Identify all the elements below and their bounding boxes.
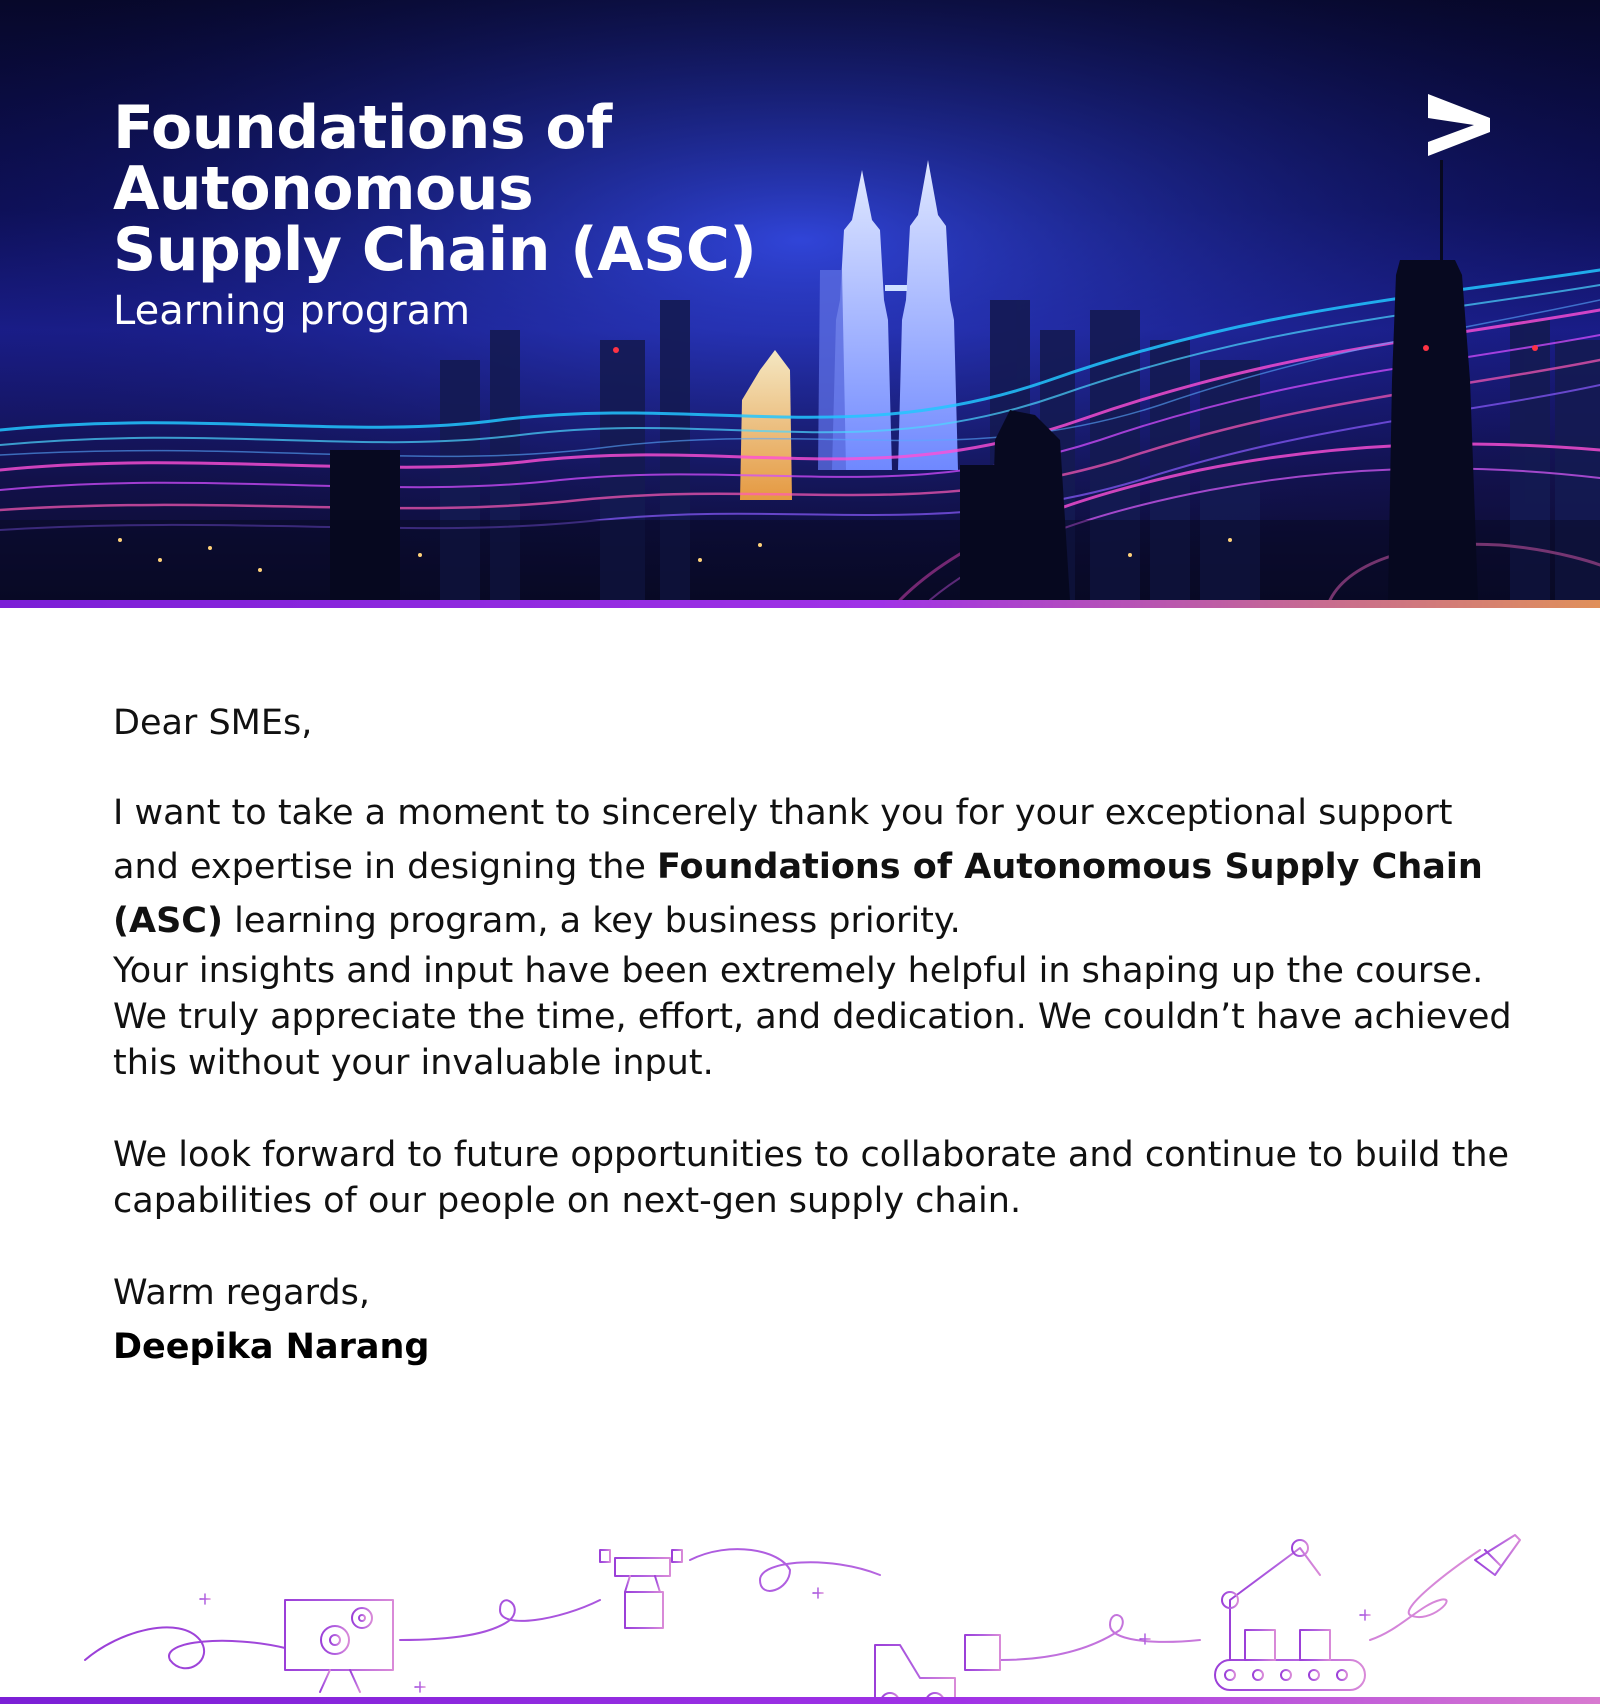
hero-subtitle: Learning program [113, 288, 471, 334]
paragraph-1-text-start: I want to take a moment to sincerely thank you for your exceptional support and expertise in designing the [113, 793, 1453, 887]
airplane-icon [1455, 1535, 1520, 1590]
letter-paragraph-1 [113, 786, 1513, 948]
hero-accent-bar [0, 600, 1600, 608]
letter-closing: Warm regards, [113, 1273, 370, 1313]
program-name-bold: Foundations of Autonomous Supply Chain (ASC) [113, 847, 1483, 941]
footer-accent-bar [0, 1697, 1600, 1704]
letter-body [113, 700, 1513, 1370]
hero-title-line-2: Autonomous [113, 154, 534, 224]
hero-title-line-3: Supply Chain (ASC) [113, 215, 757, 285]
hero-title-line-1: Foundations of [113, 93, 612, 163]
letter-signature: Deepika Narang [113, 1327, 430, 1367]
robot-arm-conveyor-icon [1215, 1540, 1365, 1690]
chevron-right-icon [1424, 94, 1490, 156]
letter-paragraph-2: We look forward to future opportunities to collaborate and continue to build the capabilities of our people on next-gen supply chain. [113, 1135, 1510, 1221]
hero-title [113, 93, 813, 285]
letter-paragraph-1-continued: Your insights and input have been extremely helpful in shaping up the course. We truly appreciate the time, effort, and dedication. We couldn’t have achieved this without your invaluable input. [113, 951, 1512, 1083]
drone-package-icon [590, 1542, 690, 1628]
hero-banner [0, 0, 1600, 600]
letter-greeting: Dear SMEs, [113, 703, 313, 743]
paragraph-1-text-end: learning program, a key business priority. [222, 901, 961, 941]
monitor-gears-icon [285, 1600, 393, 1692]
forklift-icon [875, 1600, 1000, 1704]
supply-chain-line-art [0, 1530, 1600, 1704]
